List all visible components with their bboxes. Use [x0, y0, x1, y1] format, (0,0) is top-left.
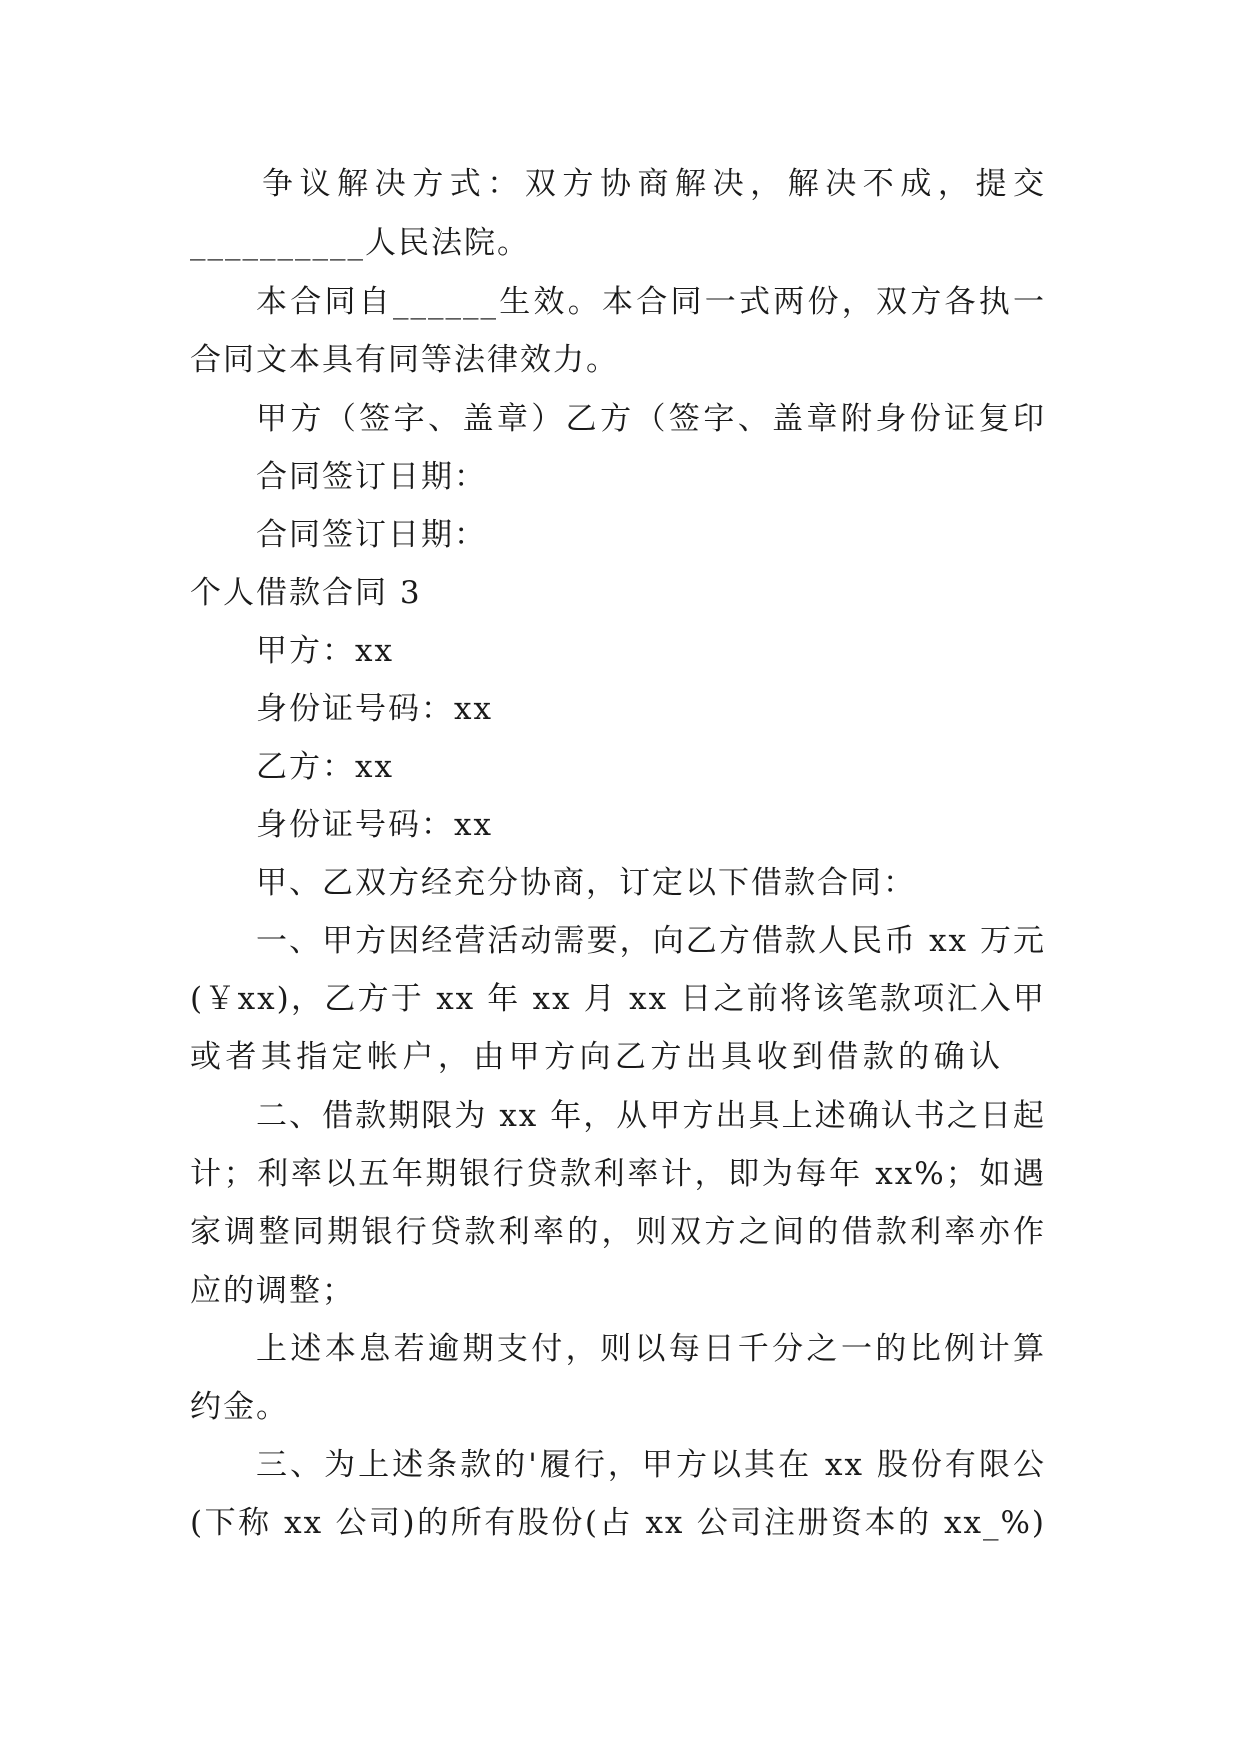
text-line: 一、甲方因经营活动需要，向乙方借款人民币 xx 万元 — [256, 923, 1046, 959]
text-line: 约金。 — [190, 1389, 289, 1425]
text-line: 合同签订日期： — [256, 459, 487, 495]
text-line: 家调整同期银行贷款利率的，则双方之间的借款利率亦作 — [190, 1214, 1046, 1250]
text-line: 甲、乙双方经充分协商，订定以下借款合同： — [256, 865, 916, 901]
text-line: 上述本息若逾期支付，则以每日千分之一的比例计算 — [256, 1331, 1046, 1367]
text-line: 身份证号码：xx — [256, 691, 493, 727]
text-line: 甲方：xx — [256, 633, 394, 669]
text-line: (下称 xx 公司)的所有股份(占 xx 公司注册资本的 xx_%) — [190, 1505, 1046, 1541]
text-line: 甲方（签字、盖章）乙方（签字、盖章附身份证复印 — [256, 401, 1046, 437]
text-line: 应的调整； — [190, 1273, 355, 1309]
text-line: (￥xx)，乙方于 xx 年 xx 月 xx 日之前将该笔款项汇入甲 — [190, 981, 1046, 1017]
text-line: 本合同自______生效。本合同一式两份，双方各执一 — [256, 284, 1046, 320]
text-line: 二、借款期限为 xx 年，从甲方出具上述确认书之日起 — [256, 1098, 1046, 1134]
text-line: 计；利率以五年期银行贷款利率计，即为每年 xx%；如遇 — [190, 1156, 1046, 1192]
text-line: 乙方：xx — [256, 749, 394, 785]
text-line: 三、为上述条款的'履行，甲方以其在 xx 股份有限公 — [256, 1447, 1046, 1483]
text-line: __________人民法院。 — [190, 225, 530, 261]
text-line: 合同签订日期： — [256, 517, 487, 553]
text-line: 或者其指定帐户，由甲方向乙方出具收到借款的确认 — [190, 1039, 1002, 1075]
text-line: 身份证号码：xx — [256, 807, 493, 843]
text-line: 争议解决方式：双方协商解决，解决不成，提交 — [262, 166, 1046, 202]
text-line: 合同文本具有同等法律效力。 — [190, 342, 619, 378]
section-title: 个人借款合同 3 — [190, 575, 422, 611]
